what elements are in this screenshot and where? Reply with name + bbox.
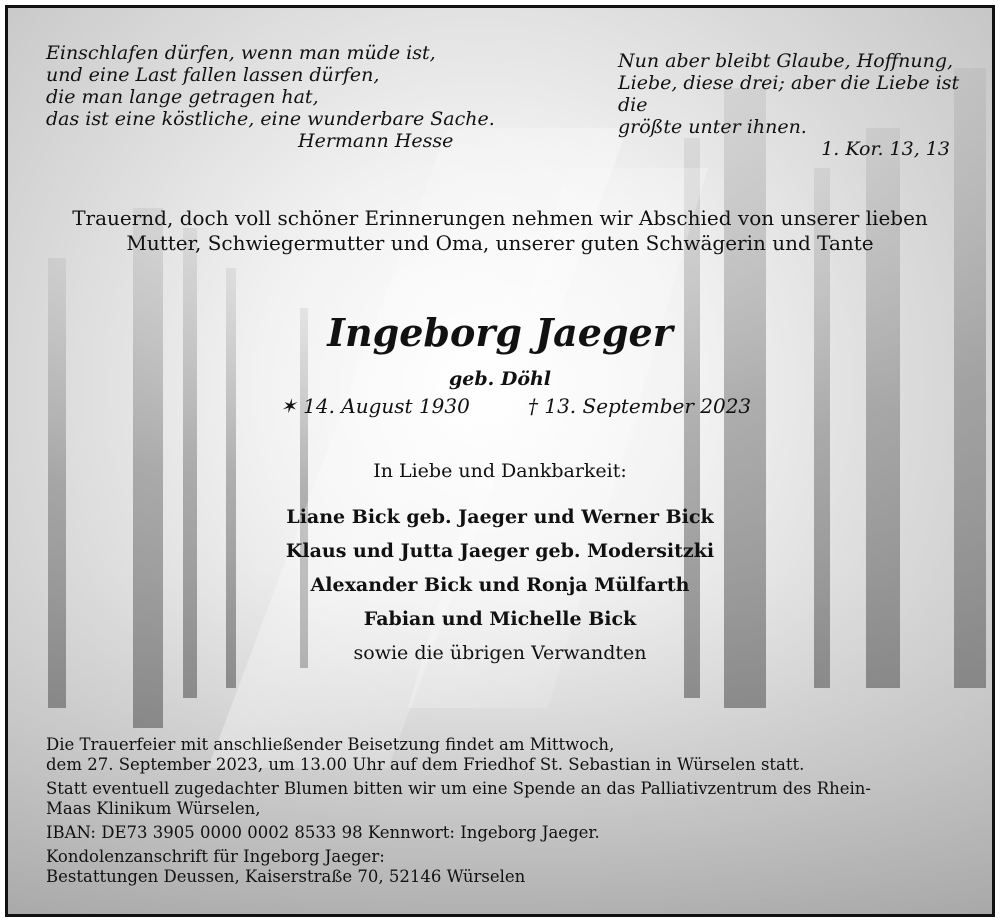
- intro-line: Mutter, Schwiegermutter und Oma, unserer guten Schwägerin und Tante: [126, 231, 874, 255]
- info-line: Bestattungen Deussen, Kaiserstraße 70, 52146 Würselen: [46, 867, 526, 886]
- quote-author: Hermann Hesse: [298, 130, 454, 152]
- birth-date: ✶ 14. August 1930: [280, 394, 470, 418]
- bank-details: [46, 823, 871, 843]
- funeral-details: [46, 735, 871, 775]
- info-line: Statt eventuell zugedachter Blumen bitten wir um eine Spende an das Palliativzentrum des Rhein-: [46, 779, 871, 798]
- info-line: Maas Klinikum Würselen,: [46, 799, 261, 818]
- quote-line: größte unter ihnen.: [618, 116, 807, 138]
- quote-line: Einschlafen dürfen, wenn man müde ist,: [46, 42, 436, 64]
- iban-line: IBAN: DE73 3905 0000 0002 8533 98 Kennwort: Ingeborg Jaeger.: [46, 823, 600, 842]
- intro-line: Trauernd, doch voll schöner Erinnerungen nehmen wir Abschied von unserer lieben: [72, 206, 928, 230]
- quote-line: Liebe, diese drei; aber die Liebe ist die: [618, 72, 960, 116]
- info-line: dem 27. September 2023, um 13.00 Uhr auf dem Friedhof St. Sebastian in Würselen statt.: [46, 755, 805, 774]
- info-line: Die Trauerfeier mit anschließender Beisetzung findet am Mittwoch,: [46, 735, 615, 754]
- condolence-address: [46, 847, 871, 887]
- mourners-heading: In Liebe und Dankbarkeit:: [373, 460, 627, 482]
- deceased-name: Ingeborg Jaeger: [327, 310, 673, 355]
- info-line: Kondolenzanschrift für Ingeborg Jaeger:: [46, 847, 385, 866]
- hesse-quote: [46, 42, 495, 152]
- other-relatives: sowie die übrigen Verwandten: [353, 642, 647, 664]
- intro-text: [8, 206, 992, 256]
- quote-line: Nun aber bleibt Glaube, Hoffnung,: [618, 50, 954, 72]
- bible-quote: [618, 50, 992, 160]
- funeral-info: [46, 735, 871, 891]
- donation-request: [46, 779, 871, 819]
- maiden-name: geb. Döhl: [448, 368, 552, 390]
- death-date: † 13. September 2023: [528, 394, 752, 418]
- obituary-card: [5, 5, 995, 917]
- quote-line: und eine Last fallen lassen dürfen,: [46, 64, 380, 86]
- quote-line: das ist eine köstliche, eine wunderbare Sache.: [46, 108, 495, 130]
- mourner-name: Alexander Bick und Ronja Mülfarth: [310, 574, 690, 596]
- mourner-name: Liane Bick geb. Jaeger und Werner Bick: [286, 506, 714, 528]
- mourners-list: [8, 500, 992, 670]
- mourner-name: Fabian und Michelle Bick: [363, 608, 637, 630]
- quote-line: die man lange getragen hat,: [46, 86, 319, 108]
- bible-reference: 1. Kor. 13, 13: [821, 138, 950, 160]
- mourner-name: Klaus und Jutta Jaeger geb. Modersitzki: [285, 540, 715, 562]
